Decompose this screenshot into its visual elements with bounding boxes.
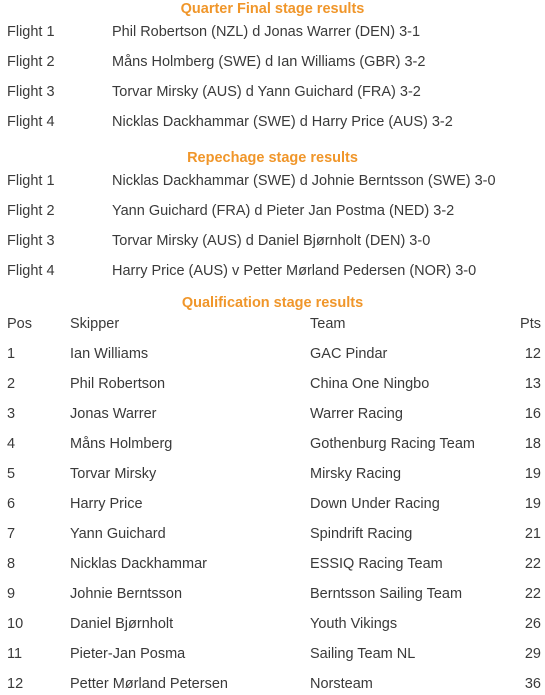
repechage-title: Repechage stage results	[187, 150, 358, 166]
flight-result: Nicklas Dackhammar (SWE) d Johnie Berntsson (SWE) 3-0	[112, 173, 496, 189]
flight-result: Måns Holmberg (SWE) d Ian Williams (GBR) 3-2	[112, 54, 426, 70]
qf-flight-row	[0, 112, 545, 132]
header-skipper: Skipper	[70, 316, 120, 332]
pts-cell: 13	[524, 376, 541, 392]
skipper-cell: Phil Robertson	[70, 376, 166, 392]
pts-cell: 29	[524, 646, 541, 662]
qf-flight-row	[0, 22, 545, 42]
pos-cell: 9	[7, 586, 16, 602]
pos-cell: 1	[7, 346, 16, 362]
flight-result: Phil Robertson (NZL) d Jonas Warrer (DEN) 3-1	[112, 24, 421, 40]
pts-cell: 22	[524, 586, 541, 602]
skipper-cell: Johnie Berntsson	[70, 586, 183, 602]
table-row	[0, 374, 545, 394]
table-row	[0, 464, 545, 484]
flight-label: Flight 4	[7, 114, 55, 130]
flight-label: Flight 1	[7, 173, 55, 189]
flight-label: Flight 2	[7, 54, 55, 70]
skipper-cell: Nicklas Dackhammar	[70, 556, 207, 572]
flight-label: Flight 3	[7, 233, 55, 249]
pts-cell: 26	[524, 616, 541, 632]
pos-cell: 12	[7, 676, 24, 692]
flight-label: Flight 4	[7, 263, 55, 279]
flight-result: Nicklas Dackhammar (SWE) d Harry Price (AUS) 3-2	[112, 114, 453, 130]
table-row	[0, 344, 545, 364]
table-row	[0, 614, 545, 634]
skipper-cell: Harry Price	[70, 496, 143, 512]
pos-cell: 2	[7, 376, 16, 392]
team-cell: Youth Vikings	[310, 616, 398, 632]
flight-label: Flight 3	[7, 84, 55, 100]
qf-flight-row	[0, 82, 545, 102]
skipper-cell: Torvar Mirsky	[70, 466, 157, 482]
pts-cell: 19	[524, 466, 541, 482]
skipper-cell: Jonas Warrer	[70, 406, 157, 422]
rep-flight-row	[0, 231, 545, 251]
team-cell: Down Under Racing	[310, 496, 440, 512]
team-cell: GAC Pindar	[310, 346, 388, 362]
pos-cell: 4	[7, 436, 16, 452]
skipper-cell: Pieter-Jan Posma	[70, 646, 186, 662]
flight-result: Harry Price (AUS) v Petter Mørland Pedersen (NOR) 3-0	[112, 263, 477, 279]
pts-cell: 12	[524, 346, 541, 362]
team-cell: Norsteam	[310, 676, 373, 692]
team-cell: Mirsky Racing	[310, 466, 402, 482]
qualification-title: Qualification stage results	[181, 295, 364, 311]
flight-result: Yann Guichard (FRA) d Pieter Jan Postma (NED) 3-2	[112, 203, 455, 219]
skipper-cell: Ian Williams	[70, 346, 149, 362]
pts-cell: 22	[524, 556, 541, 572]
quarter-final-title: Quarter Final stage results	[180, 1, 365, 17]
pos-cell: 10	[7, 616, 24, 632]
pos-cell: 11	[7, 646, 23, 662]
skipper-cell: Daniel Bjørnholt	[70, 616, 174, 632]
team-cell: Sailing Team NL	[310, 646, 416, 662]
header-team: Team	[310, 316, 346, 332]
flight-label: Flight 1	[7, 24, 55, 40]
rep-flight-row	[0, 261, 545, 281]
qualification-header-row	[0, 314, 545, 334]
table-row	[0, 404, 545, 424]
flight-label: Flight 2	[7, 203, 55, 219]
rep-flight-row	[0, 171, 545, 191]
table-row	[0, 554, 545, 574]
pos-cell: 8	[7, 556, 16, 572]
team-cell: Berntsson Sailing Team	[310, 586, 463, 602]
pos-cell: 5	[7, 466, 16, 482]
flight-result: Torvar Mirsky (AUS) d Yann Guichard (FRA) 3-2	[112, 84, 421, 100]
table-row	[0, 584, 545, 604]
pts-cell: 19	[524, 496, 541, 512]
rep-flight-row	[0, 201, 545, 221]
team-cell: ESSIQ Racing Team	[310, 556, 443, 572]
team-cell: Gothenburg Racing Team	[310, 436, 475, 452]
skipper-cell: Måns Holmberg	[70, 436, 173, 452]
pts-cell: 36	[524, 676, 541, 692]
team-cell: Warrer Racing	[310, 406, 403, 422]
pts-cell: 16	[524, 406, 541, 422]
team-cell: China One Ningbo	[310, 376, 430, 392]
pos-cell: 6	[7, 496, 16, 512]
pts-cell: 21	[524, 526, 541, 542]
table-row	[0, 674, 545, 694]
table-row	[0, 524, 545, 544]
table-row	[0, 644, 545, 664]
qf-flight-row	[0, 52, 545, 72]
pos-cell: 7	[7, 526, 16, 542]
table-row	[0, 434, 545, 454]
header-pts: Pts	[520, 316, 541, 332]
header-pos: Pos	[7, 316, 32, 332]
skipper-cell: Yann Guichard	[70, 526, 166, 542]
pts-cell: 18	[524, 436, 541, 452]
team-cell: Spindrift Racing	[310, 526, 413, 542]
skipper-cell: Petter Mørland Petersen	[70, 676, 228, 692]
pos-cell: 3	[7, 406, 16, 422]
flight-result: Torvar Mirsky (AUS) d Daniel Bjørnholt (DEN) 3-0	[112, 233, 431, 249]
table-row	[0, 494, 545, 514]
